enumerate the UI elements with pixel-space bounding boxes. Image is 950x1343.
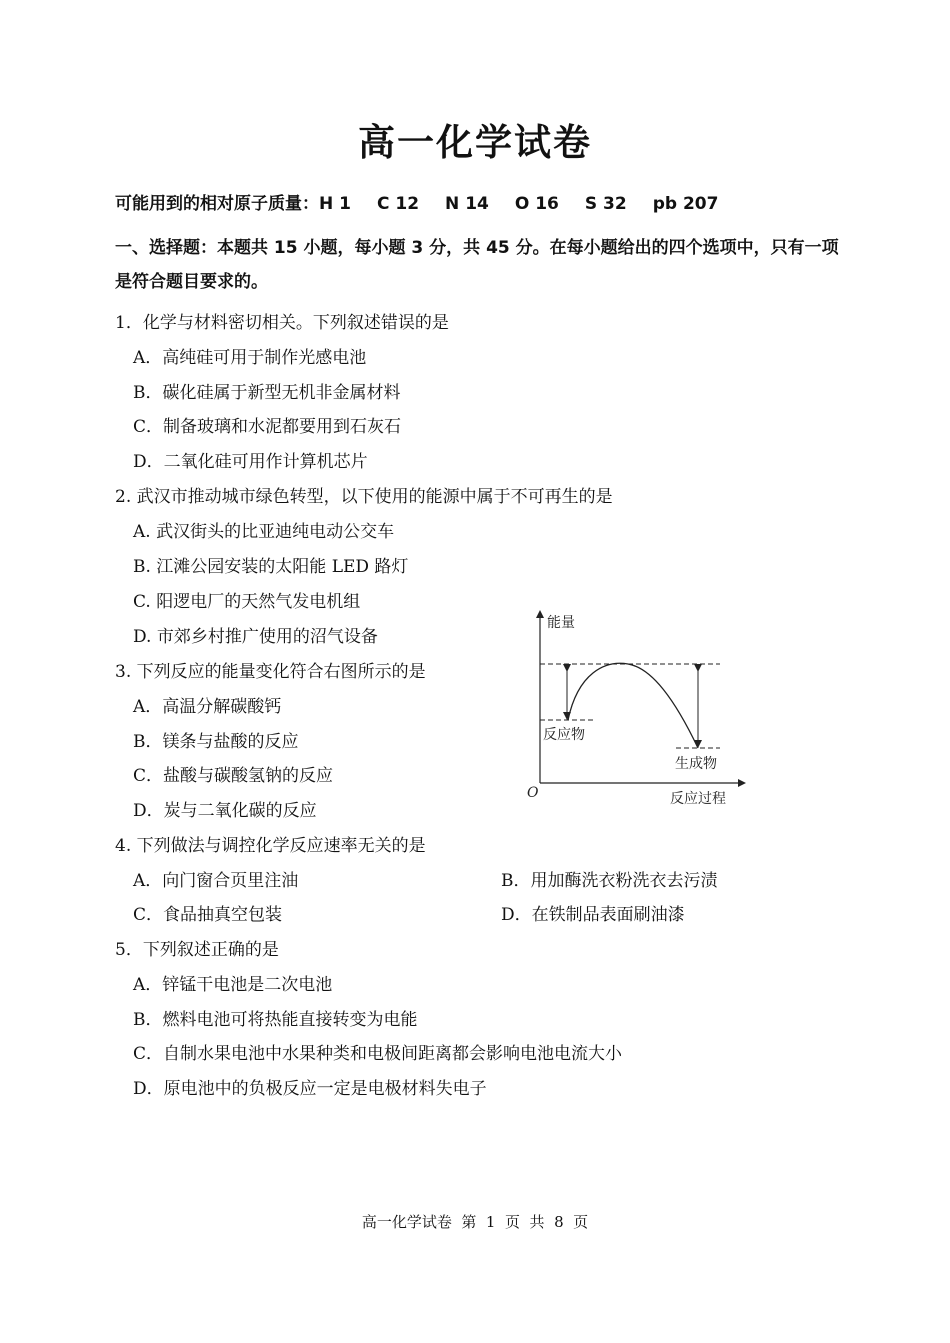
origin-label: O [527,785,539,801]
question-option: A. 武汉街头的比亚迪纯电动公交车 [133,522,395,542]
question-stem: 2. 武汉市推动城市绿色转型，以下使用的能源中属于不可再生的是 [115,487,613,507]
question-stem: 3. 下列反应的能量变化符合右图所示的是 [115,662,426,682]
question-option: C．食品抽真空包装 [133,905,283,925]
question-option: D. 市郊乡村推广使用的沼气设备 [133,627,378,647]
question-option: C．制备玻璃和水泥都要用到石灰石 [133,417,402,437]
atomic-mass-item: S 32 [584,194,627,214]
question-option: A．高温分解碳酸钙 [133,697,282,717]
question-option: A．锌锰干电池是二次电池 [133,975,333,995]
question-option: B．碳化硅属于新型无机非金属材料 [133,383,401,403]
question-option: D．在铁制品表面刷油漆 [501,905,685,925]
question-option: C. 阳逻电厂的天然气发电机组 [133,592,361,612]
atomic-mass-item: H 1 [319,194,351,214]
question-option: D．二氧化硅可用作计算机芯片 [133,452,368,472]
question-option: A．向门窗合页里注油 [133,871,299,891]
reactant-label: 反应物 [543,727,585,743]
question-option: B．用加酶洗衣粉洗衣去污渍 [501,871,718,891]
y-axis-label: 能量 [547,615,575,631]
section-header: 一、选择题：本题共 15 小题，每小题 3 分，共 45 分。在每小题给出的四个选项中，只有一项是符合题目要求的。 [115,238,839,292]
atomic-mass-item: pb 207 [652,194,719,214]
atomic-mass-item: O 16 [514,194,559,214]
question-stem: 4. 下列做法与调控化学反应速率无关的是 [115,836,426,856]
energy-diagram [520,608,750,813]
page-title: 高一化学试卷 [358,121,592,164]
question-stem: 1．化学与材料密切相关。下列叙述错误的是 [115,313,449,333]
product-label: 生成物 [675,756,717,772]
atomic-mass-item: C 12 [376,194,420,214]
atomic-mass-label: 可能用到的相对原子质量： [115,194,319,214]
atomic-mass-line [115,189,744,214]
question-stem: 5．下列叙述正确的是 [115,940,279,960]
question-option: B. 江滩公园安装的太阳能 LED 路灯 [133,557,409,577]
page-footer: 高一化学试卷 第 1 页 共 8 页 [361,1213,589,1231]
x-axis-label: 反应过程 [670,791,726,807]
reaction-curve [568,663,698,748]
question-option: A．高纯硅可用于制作光感电池 [133,348,367,368]
question-option: B．镁条与盐酸的反应 [133,732,299,752]
atomic-mass-item: N 14 [445,194,489,214]
question-option: C．自制水果电池中水果种类和电极间距离都会影响电池电流大小 [133,1044,623,1064]
question-option: B．燃料电池可将热能直接转变为电能 [133,1010,418,1030]
question-option: D．炭与二氧化碳的反应 [133,801,317,821]
question-option: D．原电池中的负极反应一定是电极材料失电子 [133,1079,487,1099]
question-option: C．盐酸与碳酸氢钠的反应 [133,766,334,786]
